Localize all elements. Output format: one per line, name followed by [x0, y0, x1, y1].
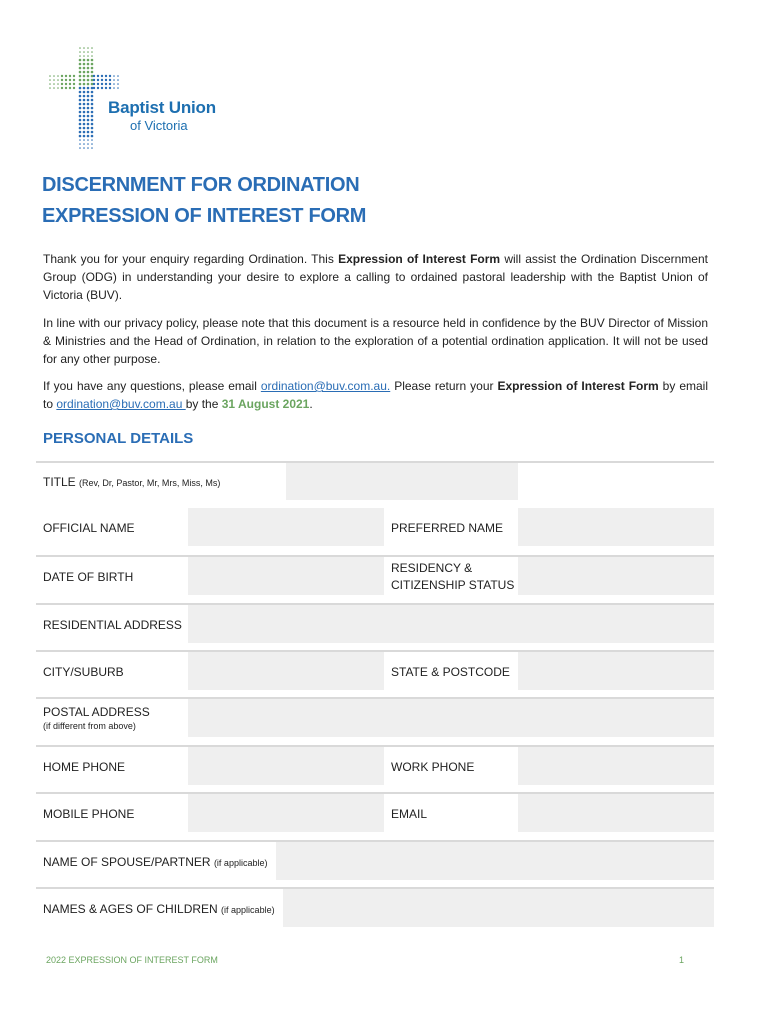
- title-input[interactable]: [286, 463, 518, 500]
- work-phone-label: WORK PHONE: [391, 760, 475, 774]
- email-link-1[interactable]: ordination@buv.com.au.: [260, 379, 391, 393]
- children-input[interactable]: [283, 889, 714, 927]
- preferred-name-input[interactable]: [518, 508, 714, 546]
- residency-label: RESIDENCY & CITIZENSHIP STATUS: [391, 561, 515, 592]
- postal-address-label: POSTAL ADDRESS (if different from above): [43, 705, 150, 731]
- city-suburb-label: CITY/SUBURB: [43, 665, 124, 679]
- form-row-title: [36, 461, 714, 501]
- intro-paragraph-3: If you have any questions, please email ordination@buv.com.au. Please return your Expression of Interest Form by email to ordination@buv.com.au by the 31 August 2021.: [43, 379, 708, 411]
- email-input[interactable]: [518, 794, 714, 832]
- home-phone-input[interactable]: [188, 747, 384, 785]
- form-row-mobile-email: [36, 792, 714, 834]
- page-number: 1: [679, 955, 685, 965]
- residential-address-label: RESIDENTIAL ADDRESS: [43, 618, 182, 632]
- section-title-personal-details: PERSONAL DETAILS: [43, 430, 194, 447]
- work-phone-input[interactable]: [518, 747, 714, 785]
- logo-line1: Baptist Union: [108, 98, 216, 117]
- form-row-children: [36, 887, 714, 929]
- mobile-phone-input[interactable]: [188, 794, 384, 832]
- intro-paragraph-2: In line with our privacy policy, please note that this document is a resource held in confidence by the BUV Director of Mission & Ministries and the Head of Ordination, in relation to the exploration of a potential ordination application. It will not be used for any other purpose.: [43, 316, 708, 366]
- form-row-residential-address: [36, 603, 714, 645]
- postal-address-input[interactable]: [188, 699, 714, 737]
- footer-title: 2022 EXPRESSION OF INTEREST FORM: [46, 955, 218, 965]
- page-title-line2: EXPRESSION OF INTEREST FORM: [42, 205, 367, 227]
- residential-address-input[interactable]: [188, 605, 714, 643]
- residency-input[interactable]: [518, 557, 714, 595]
- form-row-city: [36, 650, 714, 692]
- form-row-dob: [36, 555, 714, 597]
- mobile-phone-label: MOBILE PHONE: [43, 807, 135, 821]
- preferred-name-label: PREFERRED NAME: [391, 521, 504, 535]
- intro-paragraph-1: Thank you for your enquiry regarding Ordination. This Expression of Interest Form will assist the Ordination Discernment Group (ODG) in understanding your desire to explore a calling to ordained pastoral leadership with the Baptist Union of Victoria (BUV).: [43, 252, 708, 302]
- page-title-line1: DISCERNMENT FOR ORDINATION: [42, 174, 360, 196]
- official-name-label: OFFICIAL NAME: [43, 521, 135, 535]
- city-suburb-input[interactable]: [188, 652, 384, 690]
- state-postcode-label: STATE & POSTCODE: [391, 665, 510, 679]
- date-of-birth-input[interactable]: [188, 557, 384, 595]
- spouse-label: NAME OF SPOUSE/PARTNER (if applicable): [43, 855, 268, 869]
- logo-line2: of Victoria: [130, 118, 188, 133]
- form-row-postal-address: [36, 697, 714, 739]
- email-link-2[interactable]: ordination@buv.com.au: [56, 397, 186, 411]
- state-postcode-input[interactable]: [518, 652, 714, 690]
- form-row-phones: [36, 745, 714, 787]
- form-row-spouse: [36, 840, 714, 882]
- title-label: TITLE (Rev, Dr, Pastor, Mr, Mrs, Miss, Ms): [43, 475, 221, 489]
- children-label: NAMES & AGES OF CHILDREN (if applicable): [43, 902, 275, 916]
- home-phone-label: HOME PHONE: [43, 760, 126, 774]
- official-name-input[interactable]: [188, 508, 384, 546]
- form-row-names: [36, 508, 714, 548]
- date-of-birth-label: DATE OF BIRTH: [43, 570, 134, 584]
- spouse-input[interactable]: [276, 842, 714, 880]
- email-label: EMAIL: [391, 807, 428, 821]
